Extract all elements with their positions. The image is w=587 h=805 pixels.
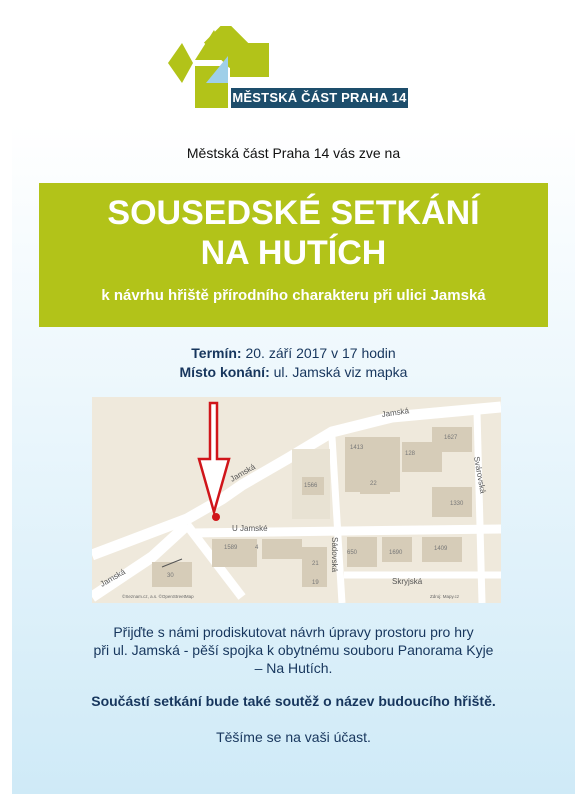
label-19: 19 [312, 580, 319, 586]
event-term [0, 345, 587, 361]
label-street-jamska-top: Jamská [381, 406, 410, 419]
label-650: 650 [347, 550, 358, 556]
map-source: Zdroj: Mapy.cz [430, 594, 460, 599]
label-1566: 1566 [304, 483, 318, 489]
banner-title-line1: SOUSEDSKÉ SETKÁNÍ [107, 194, 480, 232]
logo-diamond-shape [168, 43, 193, 83]
building-1589 [212, 539, 257, 567]
label-1330: 1330 [450, 501, 464, 507]
competition-note: Součástí setkání bude také soutěž o název budoucího hřiště. [91, 693, 496, 709]
label-street-jamska-diag: Jamská [228, 462, 257, 484]
location-map [92, 397, 501, 603]
label-1690: 1690 [389, 550, 403, 556]
label-4: 4 [255, 545, 259, 551]
map-copyright: ©Seznam.cz, a.s. ©OpenStreetMap [122, 594, 194, 599]
label-21: 21 [312, 561, 319, 567]
label-street-u-jamske: U Jamské [232, 524, 268, 533]
logo-label: MĚSTSKÁ ČÁST PRAHA 14 [231, 88, 408, 108]
label-1627: 1627 [444, 435, 458, 441]
logo-square-shape [230, 43, 269, 77]
label-128: 128 [405, 451, 416, 457]
label-30: 30 [167, 573, 174, 579]
building-4 [262, 539, 302, 559]
label-1409: 1409 [434, 546, 448, 552]
invitation-text: Městská část Praha 14 vás zve na [186, 145, 401, 161]
place-value: ul. Jamská viz mapka [269, 364, 408, 380]
body-line1: Přijďte s námi prodiskutovat návrh úpravy prostoru pro hry [113, 624, 474, 640]
label-1589: 1589 [224, 545, 238, 551]
label-22: 22 [370, 481, 377, 487]
closing-text: Těšíme se na vaši účast. [216, 729, 371, 745]
label-street-svarovska: Svárovská [472, 455, 488, 495]
label-street-skryjska: Skryjská [392, 577, 423, 586]
body-line3: – Na Hutích. [254, 660, 333, 676]
term-label: Termín: [191, 345, 242, 361]
body-line2: při ul. Jamská - pěší spojka k obytnému souboru Panorama Kyje [93, 642, 494, 658]
event-banner [39, 183, 548, 327]
event-place [0, 364, 587, 380]
term-value: 20. září 2017 v 17 hodin [241, 345, 396, 361]
label-street-sadovska: Sádovská [330, 537, 339, 573]
label-1413: 1413 [350, 445, 364, 451]
banner-subtitle: k návrhu hřiště přírodního charakteru při ulici Jamská [101, 287, 486, 304]
banner-title-line2: NA HUTÍCH [200, 234, 387, 272]
place-label: Místo konání: [179, 364, 270, 380]
label-street-jamska-bottom: Jamská [98, 567, 127, 589]
